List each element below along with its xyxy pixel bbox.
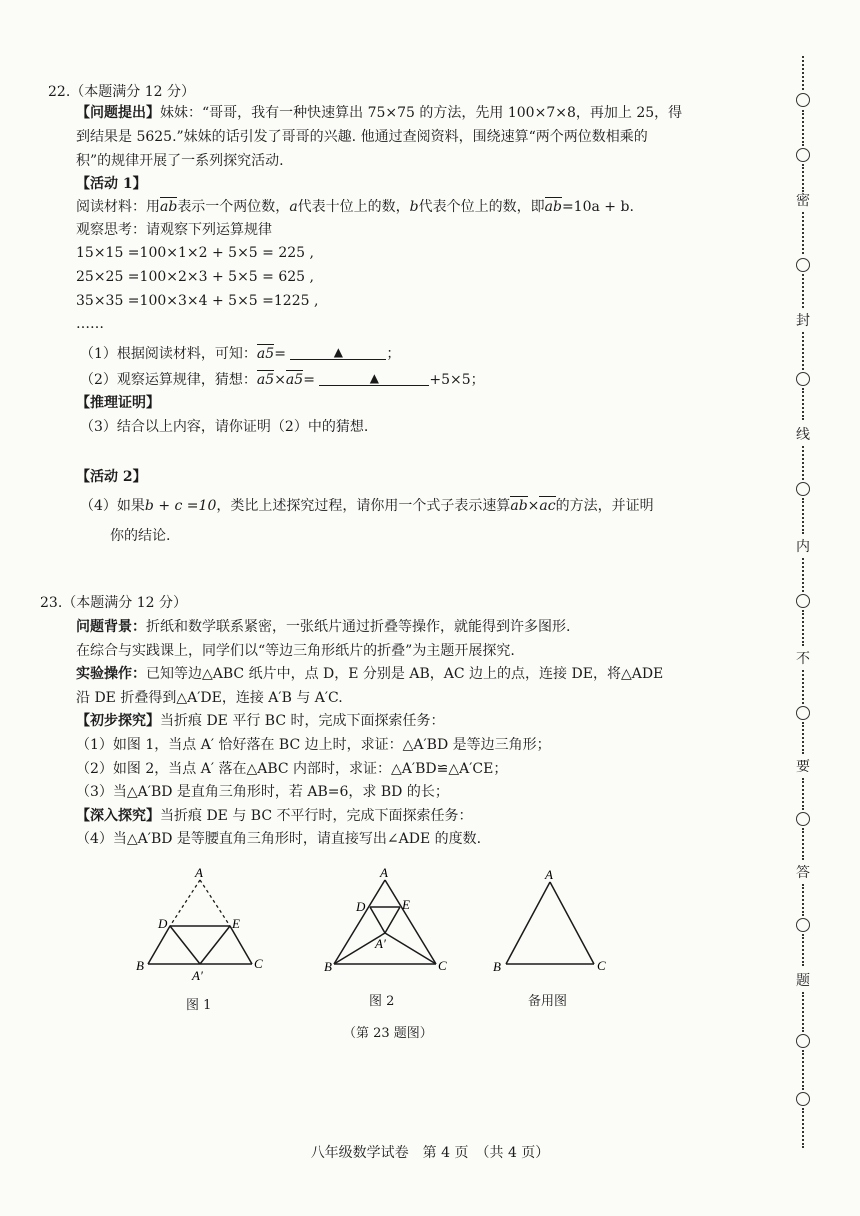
seal-line-margin	[788, 40, 818, 1160]
question-22-2: （2）观察运算规律，猜想：a5×a5= ▲ +5×5；	[80, 371, 485, 388]
question-22-4: （4）如果b + c =10，类比上述探究过程，请你用一个式子表示速算ab×ac的方法，并证明	[80, 498, 654, 514]
circle-icon	[796, 812, 810, 826]
circle-icon	[796, 372, 810, 386]
question-23-2: （2）如图 2，当点 A′ 落在△ABC 内部时，求证：△A′BD≌△A′CE；	[76, 761, 508, 777]
q23-operation-2: 沿 DE 折叠得到△A′DE，连接 A′B 与 A′C.	[76, 690, 343, 706]
question-23-1: （1）如图 1，当点 A′ 恰好落在 BC 边上时，求证：△A′BD 是等边三角形；	[76, 737, 551, 753]
backup-figure-caption: 备用图	[528, 994, 568, 1009]
circle-icon	[796, 1092, 810, 1106]
fig3-label-a: A	[545, 867, 553, 882]
figure-2-caption: 图 2	[369, 994, 395, 1009]
q22-intro-line-3: 积”的规律开展了一系列探究活动.	[76, 153, 284, 169]
q23-background-2: 在综合与实践课上，同学们以“等边三角形纸片的折叠”为主题开展探究.	[76, 643, 515, 659]
observe-text: 观察思考：请观察下列运算规律	[76, 222, 272, 238]
fig2-label-e: E	[402, 897, 410, 912]
q23-deep: 【深入探究】当折痕 DE 与 BC 不平行时，完成下面探索任务：	[76, 808, 473, 824]
fig1-label-a: A	[195, 865, 203, 880]
activity-2-heading: 【活动 2】	[76, 469, 147, 485]
reasoning-heading: 【推理证明】	[76, 395, 160, 411]
circle-icon	[796, 148, 810, 162]
reading-material: 阅读材料：用ab表示一个两位数，a代表十位上的数，b代表个位上的数，即ab=10a + b.	[76, 199, 634, 215]
equation-3: 35×35 =100×3×4 + 5×5 =1225 ,	[76, 293, 319, 309]
margin-char-1: 密	[796, 193, 810, 209]
margin-char-2: 封	[796, 313, 810, 329]
margin-char-8: 题	[796, 973, 810, 989]
question-23-3: （3）当△A′BD 是直角三角形时，若 AB=6，求 BD 的长；	[76, 784, 449, 800]
q23-operation: 实验操作：已知等边△ABC 纸片中，点 D，E 分别是 AB，AC 边上的点，连接 DE，将△ADE	[76, 666, 664, 682]
circle-icon	[796, 594, 810, 608]
fig3-label-c: C	[597, 958, 606, 973]
margin-char-4: 内	[796, 539, 810, 555]
activity-1-heading: 【活动 1】	[76, 176, 147, 192]
q23-figures-caption: （第 23 题图）	[343, 1026, 433, 1041]
fig1-label-d: D	[158, 916, 168, 931]
fig3-label-b: B	[493, 959, 501, 974]
equation-2: 25×25 =100×2×3 + 5×5 = 625 ,	[76, 269, 314, 285]
figure-1-caption: 图 1	[186, 998, 212, 1013]
circle-icon	[796, 1034, 810, 1048]
fig1-label-e: E	[232, 916, 240, 931]
q23-header: 23.（本题满分 12 分）	[40, 595, 187, 611]
fig1-label-aprime: A′	[192, 968, 203, 983]
equation-1: 15×15 =100×1×2 + 5×5 = 225 ,	[76, 245, 314, 261]
margin-char-3: 线	[796, 427, 810, 443]
fig2-label-b: B	[324, 959, 332, 974]
question-22-1: （1）根据阅读材料，可知：a5= ▲ ；	[80, 345, 401, 362]
circle-icon	[796, 482, 810, 496]
question-23-4: （4）当△A′BD 是等腰直角三角形时，请直接写出∠ADE 的度数.	[76, 831, 482, 847]
fig2-label-d: D	[356, 899, 366, 914]
q23-prelim: 【初步探究】当折痕 DE 平行 BC 时，完成下面探索任务：	[76, 713, 445, 729]
answer-blank-2[interactable]: ▲	[319, 371, 429, 386]
figure-1	[130, 864, 270, 984]
circle-icon	[796, 918, 810, 932]
margin-char-5: 不	[796, 651, 810, 667]
fig2-label-aprime: A′	[375, 936, 386, 951]
circle-icon	[796, 258, 810, 272]
answer-blank-1[interactable]: ▲	[290, 345, 386, 360]
figure-2	[320, 864, 450, 984]
margin-char-7: 答	[796, 865, 810, 881]
circle-icon	[796, 93, 810, 107]
fig1-label-b: B	[136, 958, 144, 973]
circle-icon	[796, 706, 810, 720]
question-22-4-cont: 你的结论.	[110, 528, 171, 544]
q22-intro-line-2: 到结果是 5625.”妹妹的话引发了哥哥的兴趣. 他通过查阅资料，围绕速算“两个两位数相乘的	[76, 129, 648, 145]
fig1-label-c: C	[254, 956, 263, 971]
q22-intro-line-1: 【问题提出】妹妹：“哥哥，我有一种快速算出 75×75 的方法，先用 100×7×8，再加上 25，得	[76, 105, 683, 121]
backup-figure	[490, 864, 620, 984]
question-22-3: （3）结合以上内容，请你证明（2）中的猜想.	[80, 419, 369, 435]
margin-char-6: 要	[796, 759, 810, 775]
page-footer: 八年级数学试卷 第 4 页 （共 4 页）	[310, 1145, 550, 1161]
fig2-label-c: C	[438, 958, 447, 973]
ellipsis: ……	[76, 316, 104, 332]
q22-header: 22.（本题满分 12 分）	[48, 84, 195, 100]
q23-background: 问题背景：折纸和数学联系紧密，一张纸片通过折叠等操作，就能得到许多图形.	[76, 619, 571, 635]
fig2-label-a: A	[380, 865, 388, 880]
